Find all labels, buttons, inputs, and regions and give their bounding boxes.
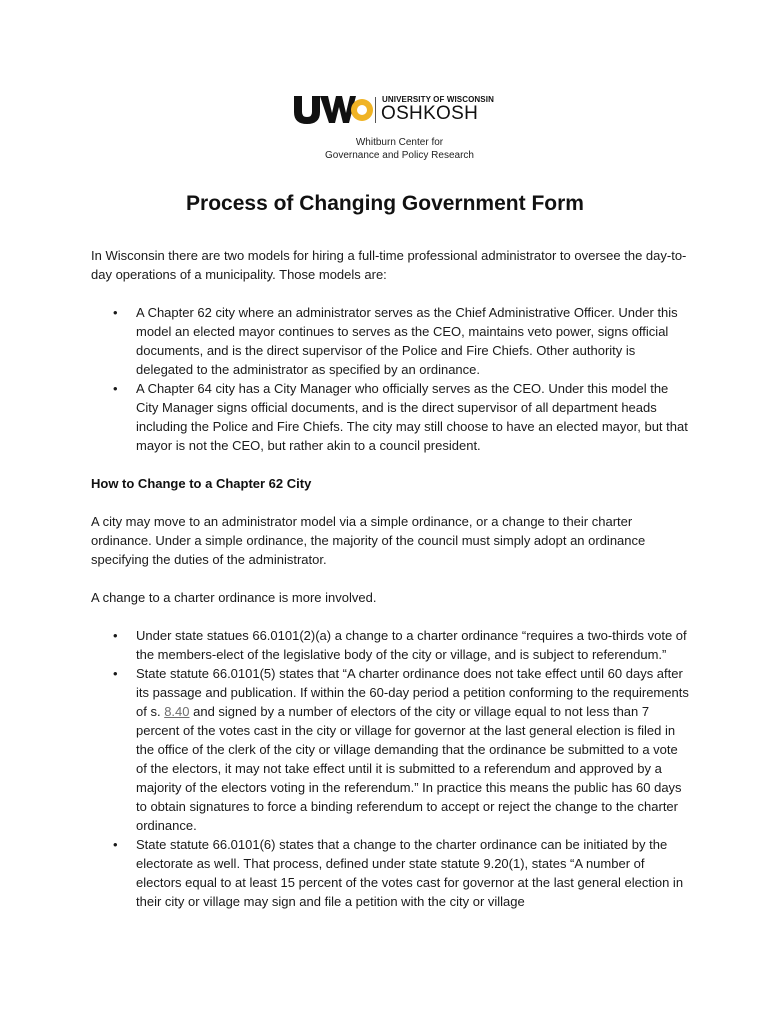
statutes-list <box>91 626 691 911</box>
list-item <box>91 626 691 664</box>
bullet-icon: • <box>113 628 118 643</box>
document-body <box>91 246 691 911</box>
statute-item-2-text-after: and signed by a number of electors of the city or village equal to not less than 7 percent of the votes cast in the city or village for governor at the last general election is filed in the office of the clerk of the city or village demanding that the ordinance be submitted to a vote of the electors, it may not take effect until it is submitted to a referendum and approved by a majority of the electors voting in the referendum.” In practice this means the public has 60 days to obtain signatures to force a binding referendum to accept or reject the change to the charter ordinance. <box>136 704 682 833</box>
document-title: Process of Changing Government Form <box>186 192 584 215</box>
statute-8-40-link[interactable]: 8.40 <box>164 704 190 719</box>
intro-paragraph: In Wisconsin there are two models for hiring a full-time professional administrator to oversee the day-to-day operations of a municipality. Those models are: <box>91 248 687 282</box>
models-list <box>91 303 691 455</box>
campus-name: OSHKOSH <box>381 103 479 124</box>
model-chapter-64-text: A Chapter 64 city has a City Manager who officially serves as the CEO. Under this model the City Manager signs official documents, and is the direct supervisor of all department heads including the Police and Fire Chiefs. The city may still choose to have an elected mayor, but that mayor is not the CEO, but rather akin to a council president. <box>136 381 688 453</box>
university-logo <box>292 93 492 163</box>
statute-item-1-text: Under state statues 66.0101(2)(a) a change to a charter ordinance “requires a two-thirds vote of the members-elect of the legislative body of the city or village, and is subject to referendum.” <box>136 628 687 662</box>
bullet-icon: • <box>113 837 118 852</box>
logo-divider <box>375 97 376 123</box>
list-item <box>91 835 691 911</box>
list-item <box>91 303 691 379</box>
bullet-icon: • <box>113 305 118 320</box>
section-heading: How to Change to a Chapter 62 City <box>91 476 312 491</box>
center-name-line1: Whitburn Center for <box>355 137 444 148</box>
section-paragraph-1: A city may move to an administrator model via a simple ordinance, or a change to their charter ordinance. Under a simple ordinance, the majority of the council must simply adopt an ordinance specifying the duties of the administrator. <box>91 514 646 567</box>
bullet-icon: • <box>113 381 118 396</box>
center-name <box>292 136 507 162</box>
university-name: UNIVERSITY OF WISCONSIN <box>382 95 494 104</box>
statute-item-3-text: State statute 66.0101(6) states that a change to the charter ordinance can be initiated by the electorate as well. That process, defined under state statute 9.20(1), states “A number of electors equal to at least 15 percent of the votes cast for governor at the last general election in their city or village may sign and file a petition with the city or village <box>136 837 684 909</box>
model-chapter-62-text: A Chapter 62 city where an administrator serves as the Chief Administrative Officer. Under this model an elected mayor continues to serves as the CEO, maintains veto power, signs official documents, and is the direct supervisor of the Police and Fire Chiefs. Other authority is delegated to the administrator as specified by an ordinance. <box>136 305 678 377</box>
center-name-line2: Governance and Policy Research <box>325 150 474 161</box>
list-item <box>91 379 691 455</box>
bullet-icon: • <box>113 666 118 681</box>
uwo-logo-mark <box>292 93 374 125</box>
statute-item-2-text-before: State statute 66.0101(5) states that “A charter ordinance does not take effect until 60 days after its passage and publication. If within the 60-day period a petition conforming to the requirements of s. <box>136 666 689 719</box>
section-paragraph-2: A change to a charter ordinance is more involved. <box>91 590 377 605</box>
list-item <box>91 664 691 835</box>
